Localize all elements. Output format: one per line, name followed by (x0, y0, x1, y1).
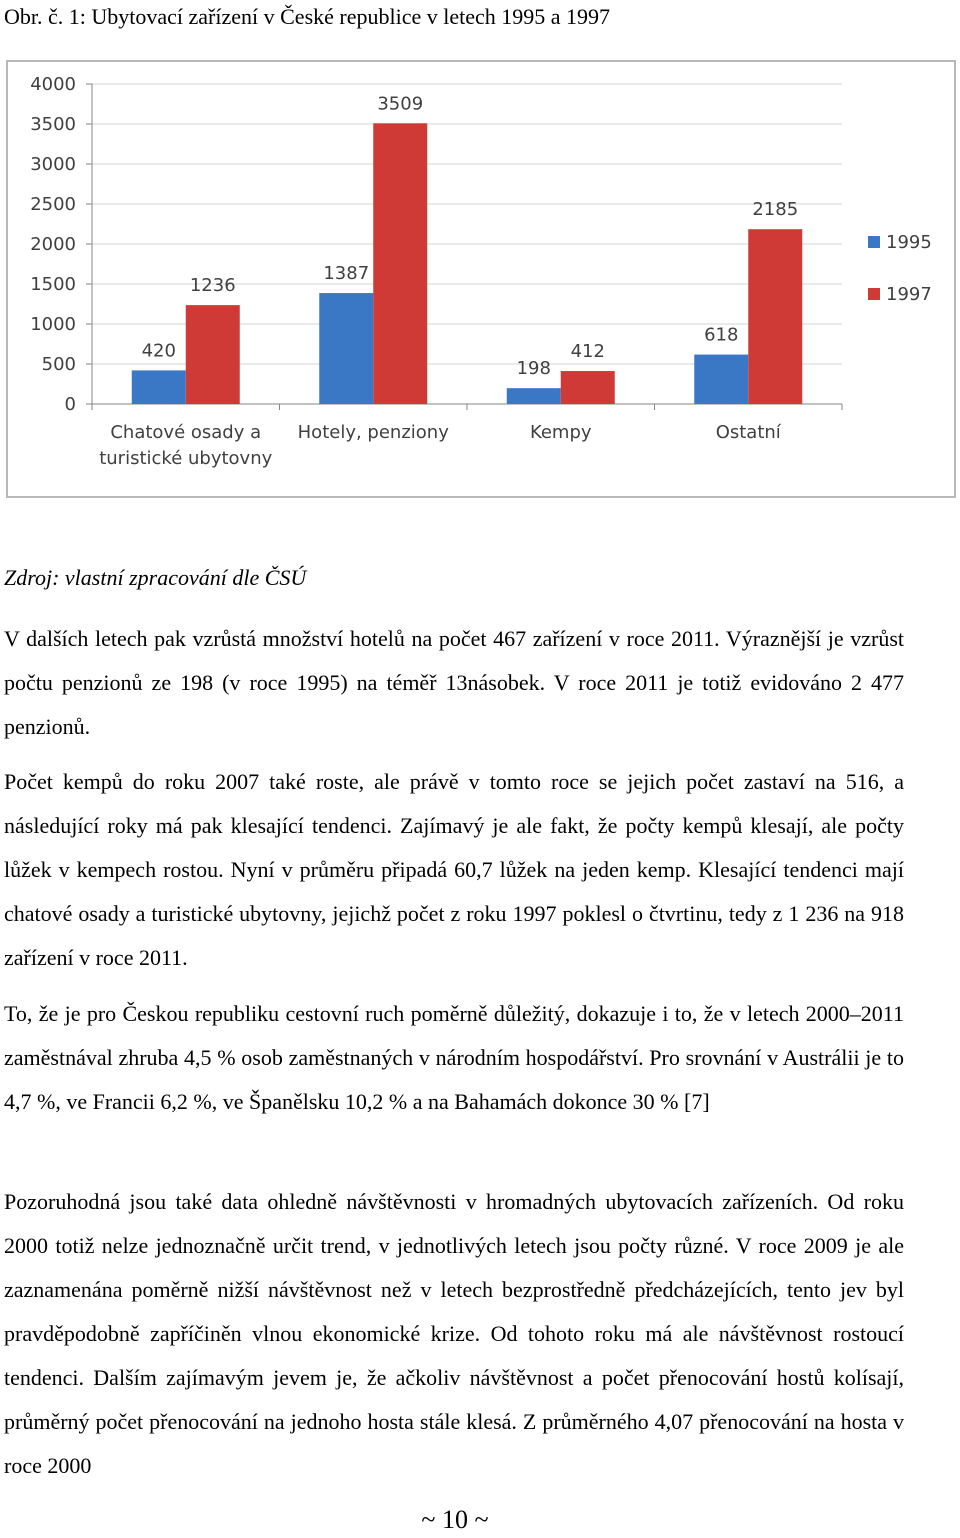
x-tick-label: Chatové osady a (110, 422, 262, 443)
data-label: 420 (141, 340, 176, 362)
legend-label: 1995 (886, 232, 932, 253)
page-number: ~ 10 ~ (421, 1505, 489, 1534)
y-tick-label: 4000 (30, 74, 76, 95)
y-tick-label: 1000 (30, 314, 76, 335)
bar-1997 (186, 305, 240, 404)
chart-frame (6, 60, 956, 498)
bar-1995 (319, 293, 373, 404)
y-tick-label: 2500 (30, 194, 76, 215)
data-label: 1236 (189, 275, 236, 297)
y-tick-label: 3000 (30, 154, 76, 175)
paragraph-1: V dalších letech pak vzrůstá množství hotelů na počet 467 zařízení v roce 2011. Výraznější je vzrůst počtu penzionů ze 198 (v roce 1995) na téměř 13násobek. V roce 2011 je totiž evidováno 2 477 penzionů. (4, 626, 904, 739)
source-note: Zdroj: vlastní zpracování dle ČSÚ (4, 565, 307, 590)
bar-1995 (507, 388, 561, 404)
legend-label: 1997 (886, 284, 932, 305)
legend-swatch-1995 (868, 236, 880, 248)
paragraph-4: Pozoruhodná jsou také data ohledně návštěvnosti v hromadných ubytovacích zařízeních. Od roku 2000 totiž nelze jednoznačně určit trend, v jednotlivých letech jsou počty různé. V roce 2009 je ale zaznamenána poměrně nižší návštěvnost než v letech bezprostředně předcházejících, tento jev byl pravděpodobně zapříčiněn vlnou ekonomické krize. Od tohoto roku má ale návštěvnost rostoucí tendenci. Dalším zajímavým jevem je, že ačkoliv návštěvnost a počet přenocování hostů kolísají, průměrný počet přenocování na jednoho hosta stále klesá. Z průměrného 4,07 přenocování na hosta v roce 2000 (4, 1189, 904, 1478)
y-tick-label: 3500 (30, 114, 76, 135)
data-label: 1387 (323, 263, 370, 285)
bar-1997 (748, 229, 802, 404)
figure-caption: Obr. č. 1: Ubytovací zařízení v České republice v letech 1995 a 1997 (4, 4, 611, 29)
bar-1997 (373, 123, 427, 404)
x-tick-label: Hotely, penziony (297, 422, 449, 443)
data-label: 3509 (377, 93, 424, 115)
bar-1995 (132, 370, 186, 404)
y-tick-label: 2000 (30, 234, 76, 255)
y-tick-label: 500 (41, 354, 76, 375)
legend-swatch-1997 (868, 288, 880, 300)
x-tick-label: Ostatní (715, 422, 781, 443)
data-label: 618 (704, 324, 739, 346)
x-tick-label: Kempy (529, 422, 592, 443)
bar-chart (8, 62, 954, 496)
y-tick-label: 1500 (30, 274, 76, 295)
data-label: 198 (516, 358, 551, 380)
x-tick-label: turistické ubytovny (99, 448, 273, 469)
paragraph-2: Počet kempů do roku 2007 také roste, ale právě v tomto roce se jejich počet zastaví na 516, a následující roky má pak klesající tendenci. Zajímavý je ale fakt, že počty kempů klesají, ale počty lůžek v kempech rostou. Nyní v průměru připadá 60,7 lůžek na jeden kemp. Klesající tendenci mají chatové osady a turistické ubytovny, jejichž počet z roku 1997 poklesl o čtvrtinu, tedy z 1 236 na 918 zařízení v roce 2011. (4, 769, 904, 970)
data-label: 2185 (752, 199, 799, 221)
y-tick-label: 0 (64, 394, 76, 415)
paragraph-3: To, že je pro Českou republiku cestovní ruch poměrně důležitý, dokazuje i to, že v letech 2000–2011 zaměstnával zhruba 4,5 % osob zaměstnaných v národním hospodářství. Pro srovnání v Austrálii je to 4,7 %, ve Francii 6,2 %, ve Španělsku 10,2 % a na Bahamách dokonce 30 % [7] (4, 1001, 904, 1114)
bar-1997 (561, 371, 615, 404)
bar-1995 (694, 355, 748, 404)
data-label: 412 (570, 341, 605, 363)
